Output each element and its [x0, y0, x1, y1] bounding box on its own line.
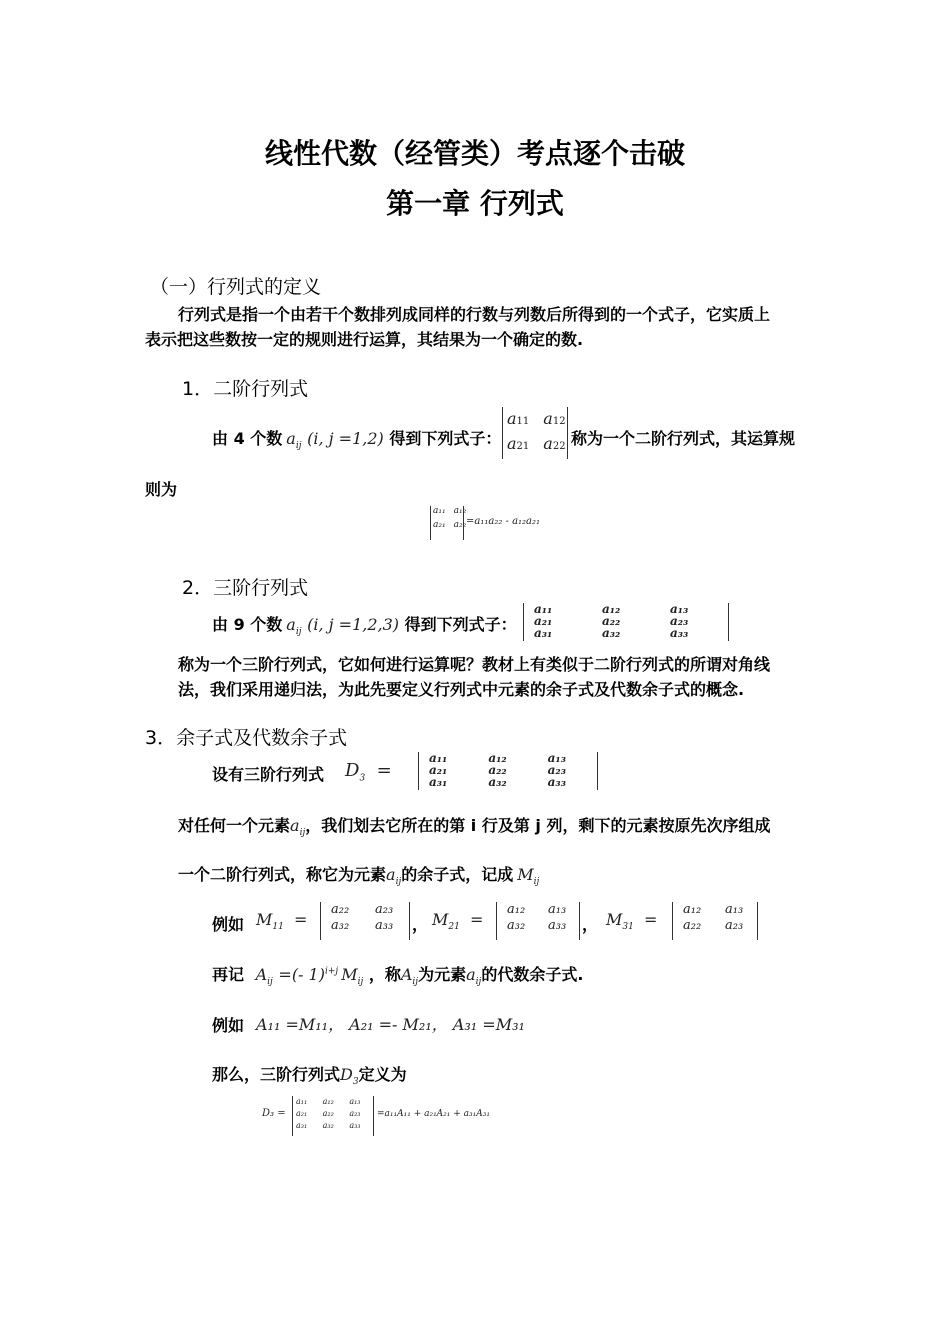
minor-m11: a₂₂ a₂₃ a₃₂ a₃₃ — [320, 902, 410, 940]
text-run: ，我们划去它所在的第 i 行及第 j 列，剩下的元素按原先次序组成 — [305, 816, 771, 835]
section-heading-cofactor: 3．余子式及代数余子式 — [145, 727, 348, 749]
text-run: 为元素 — [418, 965, 467, 984]
determinant-3x3-small: a₁₁ a₁₂ a₁₃ a₂₁ a₂₂ a₂₃ a₃₁ a₃₂ a₃₃ — [292, 1096, 374, 1136]
section-heading-3rd-order: 2．三阶行列式 — [182, 577, 309, 599]
paragraph-line: 行列式是指一个由若干个数排列成同样的行数与列数后所得到的一个式子，它实质上 — [178, 305, 771, 324]
text-run: 的代数余子式. — [481, 965, 584, 984]
determinant-2x2: a11 a12 a21 a22 — [502, 407, 568, 459]
paragraph-line: 法，我们采用递归法，为此先要定义行列式中元素的余子式及代数余子式的概念. — [178, 680, 745, 699]
determinant-3x3: a₁₁ a₁₂ a₁₃ a₂₁ a₂₂ a₂₃ a₃₁ a₃₂ a₃₃ — [523, 603, 729, 641]
formula-3rd-order-expansion: =a₁₁A₁₁ + a₂₁A₂₁ + a₃₁A₃₁ — [377, 1109, 490, 1119]
text-run: 由 4 个数 — [212, 429, 283, 448]
page-title: 线性代数（经管类）考点逐个击破 — [264, 137, 685, 170]
math-d3-small-label: D₃ = — [262, 1108, 286, 1119]
text-run: ，称 — [368, 965, 401, 984]
paragraph-line: 一个二阶行列式，称它为元素$a_{ij}$的余子式，记成 $M_{ij}$ — [178, 865, 540, 888]
paragraph-line: 对任何一个元素$a_{ij}$，我们划去它所在的第 i 行及第 j 列，剩下的元素按原先次序组成 — [178, 816, 771, 839]
paragraph-line: 称为一个二阶行列式，其运算规 — [571, 429, 796, 448]
chapter-title: 第一章 行列式 — [386, 187, 564, 220]
separator: ， — [582, 915, 599, 934]
paragraph-line: 再记 $A_{ij}$ =(- 1)$^{i+j}$ $M_{ij}$ ，称$A_{ij}$为元素$a_{ij}$的代数余子式. — [212, 965, 584, 988]
math-sign: =(- 1) — [278, 965, 325, 984]
text-run: 得到下列式子： — [404, 615, 517, 634]
paragraph-line: 称为一个三阶行列式，它如何进行运算呢？教材上有类似于二阶行列式的所谓对角线 — [178, 655, 771, 674]
paragraph-line: 表示把这些数按一定的规则进行运算，其结果为一个确定的数. — [145, 330, 584, 349]
math-range: (i, j =1,2,3) — [307, 615, 400, 634]
text-run: 得到下列式子： — [389, 429, 502, 448]
text-run: 再记 — [212, 965, 245, 984]
determinant-2x2-small: a₁₁ a₁₂ a₂₁ a₂₂ — [430, 506, 464, 540]
math-m21-label: $M_{21}$ = — [432, 910, 484, 933]
section-heading-definition: （一）行列式的定义 — [150, 276, 322, 298]
math-cofactor-examples: A₁₁ =M₁₁， A₂₁ =- M₂₁， A₃₁ =M₃₁ — [256, 1015, 525, 1034]
minor-m31: a₁₂ a₁₃ a₂₂ a₂₃ — [672, 902, 758, 940]
math-m31-label: $M_{31}$ = — [606, 910, 658, 933]
separator: ， — [412, 915, 429, 934]
paragraph-line: 那么，三阶行列式$D_3$定义为 — [212, 1065, 407, 1088]
text-run: 对任何一个元素 — [178, 816, 291, 835]
math-d3-label: $D_3$ = — [345, 760, 392, 784]
section-heading-2nd-order: 1．二阶行列式 — [182, 378, 309, 400]
text-run: 的余子式，记成 — [401, 865, 514, 884]
paragraph-line: 由 9 个数 $a_{ij}$ (i, j =1,2,3) 得到下列式子： — [212, 615, 517, 638]
text-run: 一个二阶行列式，称它为元素 — [178, 865, 387, 884]
minor-m21: a₁₂ a₁₃ a₃₂ a₃₃ — [496, 902, 580, 940]
paragraph-line: 则为 — [145, 480, 178, 499]
determinant-3x3-d3: a₁₁ a₁₂ a₁₃ a₂₁ a₂₂ a₂₃ a₃₁ a₃₂ a₃₃ — [418, 752, 598, 790]
paragraph-line: 由 4 个数 $a_{ij}$ (i, j =1,2) 得到下列式子： — [212, 429, 502, 452]
example-label: 例如 — [212, 915, 245, 934]
math-m11-label: $M_{11}$ = — [256, 910, 308, 933]
text-run: 由 9 个数 — [212, 615, 283, 634]
text-run: 定义为 — [358, 1065, 407, 1084]
formula-2nd-order: =a₁₁a₂₂ - a₁₂a₂₁ — [466, 516, 541, 527]
example-label: 例如 — [212, 1016, 245, 1035]
text-run: 那么，三阶行列式 — [212, 1065, 341, 1084]
math-range: (i, j =1,2) — [307, 429, 384, 448]
paragraph-line: 设有三阶行列式 — [212, 765, 325, 784]
